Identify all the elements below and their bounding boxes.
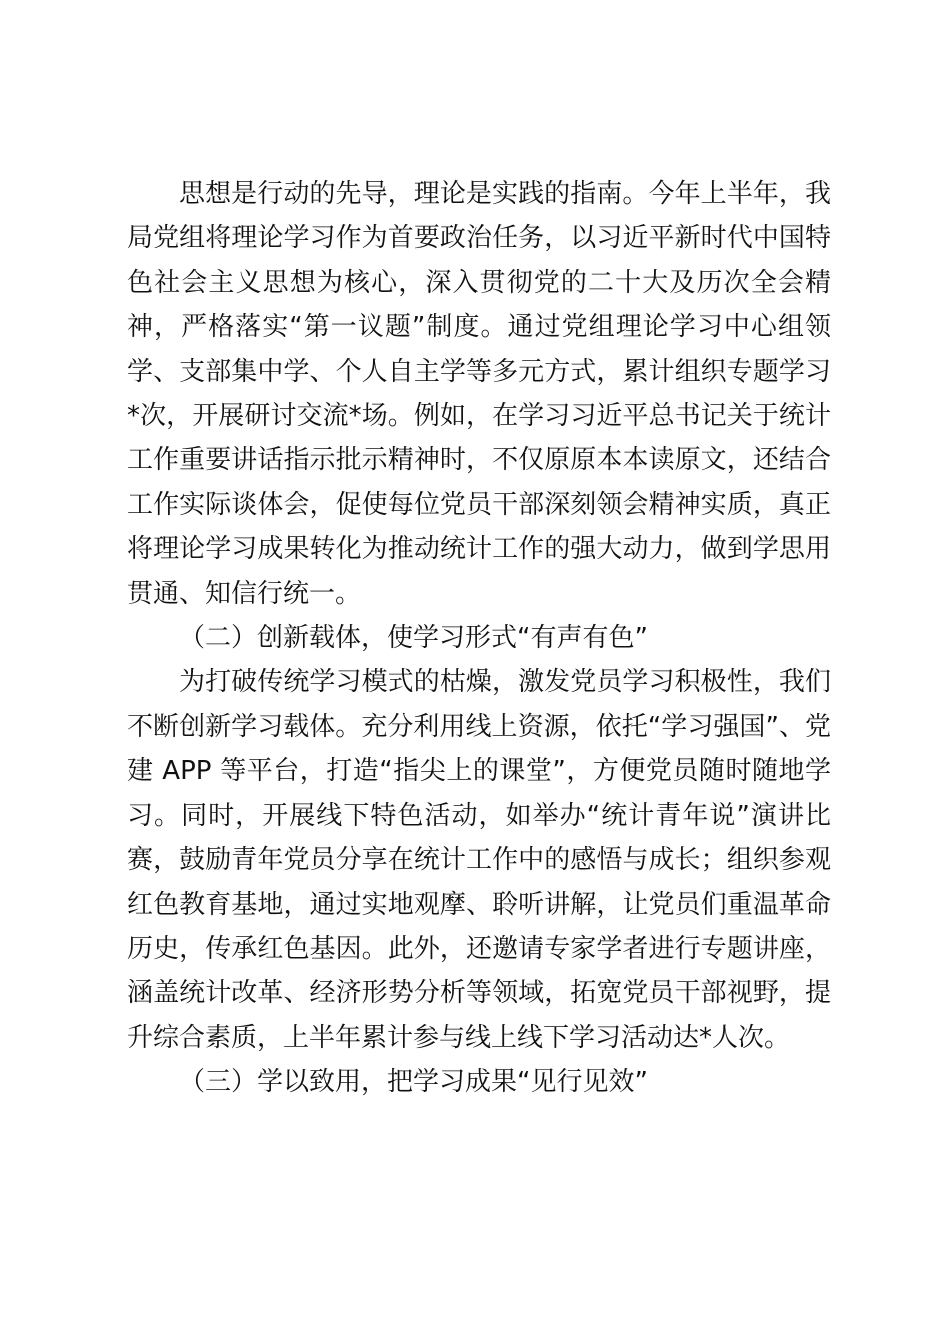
section-heading-2: （二）创新载体，使学习形式“有声有色”	[179, 623, 648, 654]
paragraph-theory-study: 思想是行动的先导，理论是实践的指南。今年上半年，我局党组将理论学习作为首要政治任务，以习近平新时代中国特色社会主义思想为核心，深入贯彻党的二十大及历次全会精神，严格落实“第一议题”制度。通过党组理论学习中心组领学、支部集中学、个人自主学等多元方式，累计组织专题学习*次，开展研讨交流*场。例如，在学习习近平总书记关于统计工作重要讲话指示批示精神时，不仅原原本本读原文，还结合工作实际谈体会，促使每位党员干部深刻领会精神实质，真正将理论学习成果转化为推动统计工作的强大动力，做到学思用贯通、知信行统一。	[127, 179, 831, 609]
document-body	[127, 172, 831, 1105]
paragraph-innovative-carriers: 为打破传统学习模式的枯燥，激发党员学习积极性，我们不断创新学习载体。充分利用线上资源，依托“学习强国”、党建 APP 等平台，打造“指尖上的课堂”，方便党员随时随地学习。同时，开展线下特色活动，如举办“统计青年说”演讲比赛，鼓励青年党员分享在统计工作中的感悟与成长；组织参观红色教育基地，通过实地观摩、聆听讲解，让党员们重温革命历史，传承红色基因。此外，还邀请专家学者进行专题讲座，涵盖统计改革、经济形势分析等领域，拓宽党员干部视野，提升综合素质，上半年累计参与线上线下学习活动达*人次。	[127, 667, 831, 1053]
section-heading-3: （三）学以致用，把学习成果“见行见效”	[179, 1067, 648, 1098]
